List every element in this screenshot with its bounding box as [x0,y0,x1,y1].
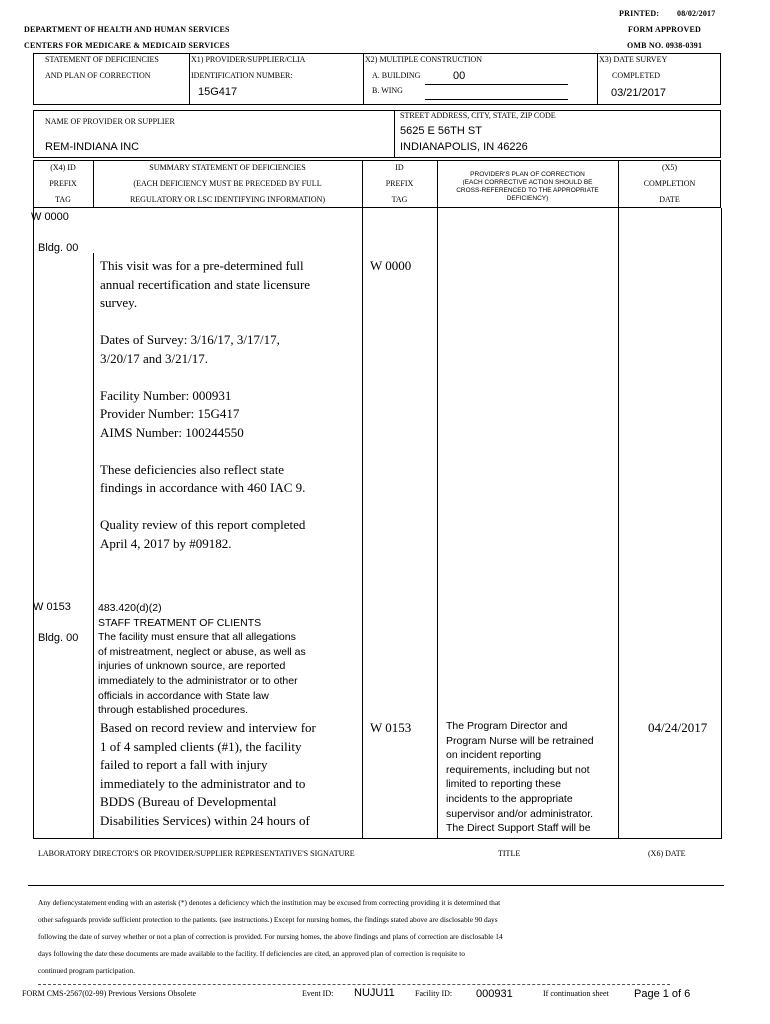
x2-title: X2) MULTIPLE CONSTRUCTION [365,55,483,64]
entry-w0153-tag: W 0153 [33,601,71,613]
regulation-line: STAFF TREATMENT OF CLIENTS [98,616,262,629]
col-x4-line2: PREFIX [49,179,77,188]
x1-label-1: X1) PROVIDER/SUPPLIER/CLIA [191,55,306,64]
regulation-line: immediately to the administrator or to other [98,674,298,687]
summary-line: BDDS (Bureau of Developmental [100,794,277,809]
entry-w0153-bldg: Bldg. 00 [38,632,79,644]
summary-line: Dates of Survey: 3/16/17, 3/17/17, [100,332,280,347]
x2-wing-label: B. WING [372,86,403,95]
body-divider-3 [437,208,438,838]
summary-line: 3/20/17 and 3/21/17. [100,350,208,366]
disclaimer-line: following the date of survey whether or not a plan of correction is provided. For nursing homes, the above findings and plans of correction are disclosable 14 [38,932,503,941]
summary-spacer [100,368,362,387]
signature-divider [28,885,724,886]
summary-spacer [100,313,362,332]
regulation-line: injuries of unknown source, are reported [98,660,286,673]
col-x4-line1: (X4) ID [50,163,76,172]
col-plan-line4: DEFICIENCY) [506,195,549,202]
summary-line: AIMS Number: 100244550 [100,424,244,440]
col-plan-line3: CROSS-REFERENCED TO THE APPROPRIATE [456,187,599,194]
regulation-line: of mistreatment, neglect or abuse, as well as [98,645,306,658]
statement-label-1: STATEMENT OF DEFICIENCIES [45,55,159,64]
regulation-line: officials in accordance with State law [98,689,269,702]
x2-building-label: A. BUILDING [372,71,421,80]
disclaimer-line: other safeguards provide sufficient protection to the patients. (see instructions.) Except for nursing homes, the findings stated above are disclosable 90 days [38,915,498,924]
plan-line: The Direct Support Staff will be [446,822,591,835]
address-street: 5625 E 56TH ST [400,125,482,137]
col-plan-line2: (EACH CORRECTIVE ACTION SHOULD BE [462,179,593,186]
plan-line: on incident reporting [446,749,542,762]
summary-spacer [100,442,362,461]
plan-line: requirements, including but not [446,763,590,776]
building-underline [425,84,568,85]
body-divider-2 [362,208,363,838]
title-label: TITLE [498,849,521,858]
x3-label-1: X3) DATE SURVEY [599,55,668,64]
footer-page-number: Page 1 of 6 [634,988,691,1000]
col-plan-line1: PROVIDER'S PLAN OF CORRECTION [470,171,585,178]
col-x5-line3: DATE [659,195,680,204]
body-border-right [721,208,722,838]
col-summary-line1: SUMMARY STATEMENT OF DEFICIENCIES [149,163,306,172]
printed-date: 08/02/2017 [677,9,716,18]
summary-spacer [100,498,362,517]
plan-line: limited to reporting these [446,778,561,791]
x6-date-label: (X6) DATE [648,849,686,858]
regulation-line: through established procedures. [98,704,249,717]
printed-label: PRINTED: [619,9,660,18]
x1-label-2: IDENTIFICATION NUMBER: [191,71,293,80]
footer-divider [38,984,670,985]
summary-line: This visit was for a pre-determined full [100,258,304,273]
summary-line: April 4, 2017 by #09182. [100,535,232,551]
entry-w0153-summary [100,719,362,830]
col-x4-line3: TAG [55,195,71,204]
centers-name: CENTERS FOR MEDICARE & MEDICAID SERVICES [24,41,230,50]
address-label: STREET ADDRESS, CITY, STATE, ZIP CODE [400,111,556,120]
signature-label: LABORATORY DIRECTOR'S OR PROVIDER/SUPPLIER REPRESENTATIVE'S SIGNATURE [38,849,355,858]
entry-w0000-bldg: Bldg. 00 [38,242,79,254]
disclaimer [38,894,718,979]
survey-date-value: 03/21/2017 [611,87,667,99]
plan-line: Program Nurse will be retrained [446,734,594,747]
entry-w0000-id-tag: W 0000 [370,258,412,273]
summary-line: failed to report a fall with injury [100,757,268,772]
entry-w0153-id-tag: W 0153 [370,720,412,735]
footer-facility-id: 000931 [476,988,513,1000]
plan-line: supervisor and/or administrator. [446,807,594,820]
summary-line: survey. [100,295,138,310]
omb-number: OMB NO. 0938-0391 [627,41,703,50]
disclaimer-line: days following the date these documents are made available to the facility. If deficiencies are cited, an approved plan of correction is requisite to [38,949,465,958]
body-bottom-line [33,838,722,839]
body-divider-1 [93,253,94,838]
summary-line: findings in accordance with 460 IAC 9. [100,480,306,495]
footer-facility-label: Facility ID: [415,989,453,998]
col-x5-line2: COMPLETION [643,179,696,188]
summary-line: Quality review of this report completed [100,517,306,532]
disclaimer-line: continued program participation. [38,966,136,975]
x2-building-value: 00 [453,70,466,82]
entry-w0153-plan [446,719,618,836]
regulation-line: 483.420(d)(2) [98,602,162,614]
col-x5-line1: (X5) [661,163,678,172]
footer-event-id: NUJU11 [354,987,395,999]
department-name: DEPARTMENT OF HEALTH AND HUMAN SERVICES [24,25,230,34]
provider-id-value: 15G417 [198,86,238,98]
entry-w0153-completion-date: 04/24/2017 [648,720,708,735]
footer-continuation: If continuation sheet [543,989,609,998]
provider-name: REM-INDIANA INC [45,141,140,153]
summary-line: immediately to the administrator and to [100,775,306,791]
x3-label-2: COMPLETED [612,71,660,80]
body-border-left [33,208,34,838]
summary-line: annual recertification and state licensure [100,276,311,292]
regulation-line: The facility must ensure that all allegations [98,631,296,644]
entry-w0153-regulation [98,601,360,718]
col-id-line3: TAG [391,195,408,204]
col-summary-line2: (EACH DEFICIENCY MUST BE PRECEDED BY FULL [133,179,322,188]
col-id-line1: ID [395,163,404,172]
disclaimer-line: Any defiencystatement ending with an asterisk (*) denotes a deficiency which the institution may be excused from correcting providing it is determined that [38,898,501,907]
address-city: INDIANAPOLIS, IN 46226 [400,141,528,153]
plan-line: The Program Director and [446,720,568,732]
plan-line: incidents to the appropriate [446,792,573,805]
entry-w0000-tag: W 0000 [31,211,69,223]
body-divider-4 [618,208,619,838]
col-id-line2: PREFIX [385,179,414,188]
entry-w0000-summary [100,257,362,553]
footer-form-id: FORM CMS-2567(02-99) Previous Versions Obsolete [22,989,197,998]
footer-event-label: Event ID: [302,989,334,998]
statement-label-2: AND PLAN OF CORRECTION [45,71,151,80]
summary-line: Provider Number: 15G417 [100,406,240,421]
summary-line: These deficiencies also reflect state [100,461,285,477]
wing-underline [425,99,568,100]
summary-line: Facility Number: 000931 [100,387,232,403]
col-summary-line3: REGULATORY OR LSC IDENTIFYING INFORMATION) [129,195,326,204]
summary-line: 1 of 4 sampled clients (#1), the facility [100,738,302,754]
provider-label: NAME OF PROVIDER OR SUPPLIER [45,117,175,126]
summary-line: Disabilities Services) within 24 hours of [100,812,310,828]
form-approved: FORM APPROVED [628,25,702,34]
summary-line: Based on record review and interview for [100,720,316,735]
